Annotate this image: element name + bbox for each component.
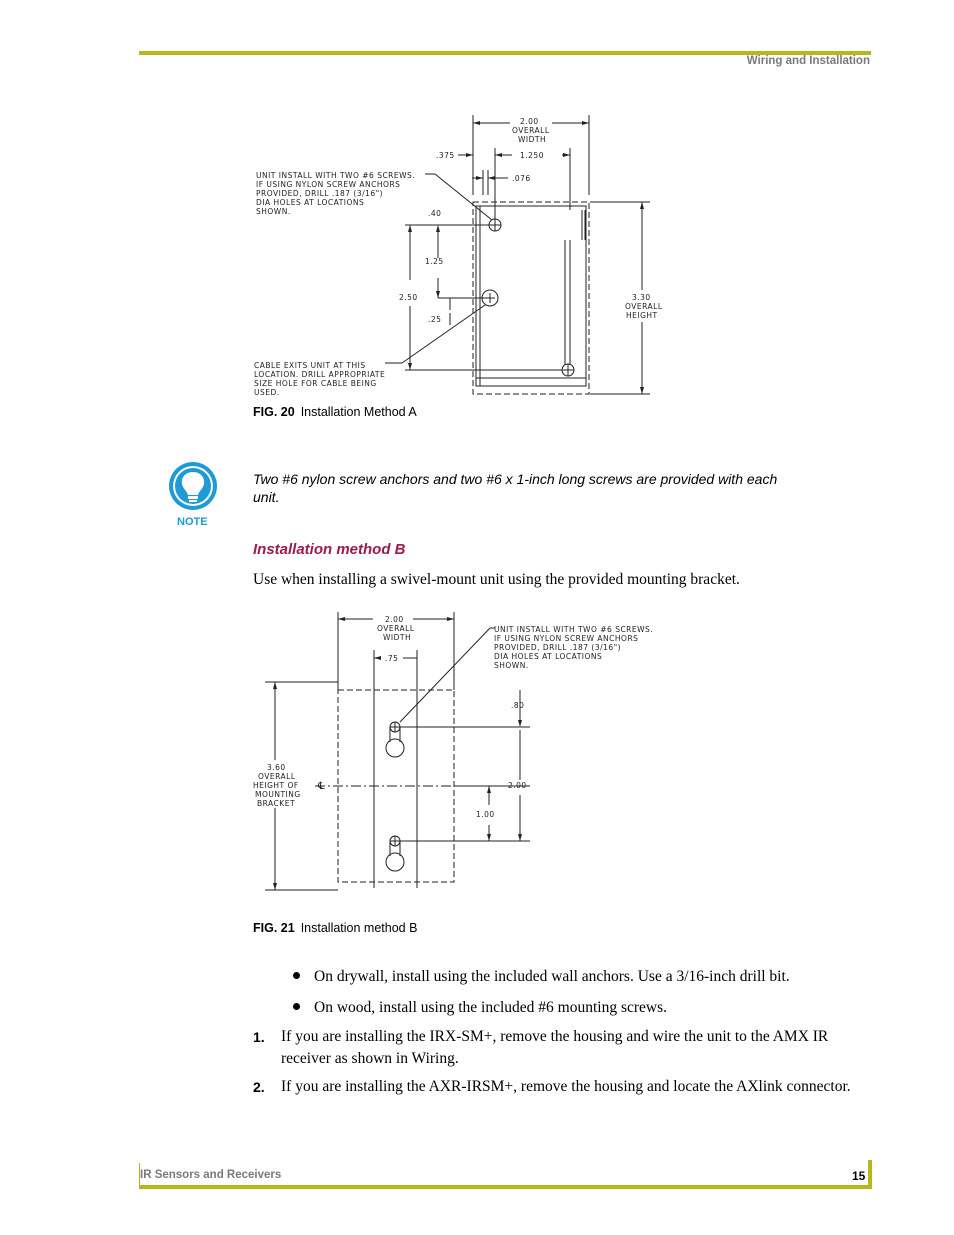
fig20-height-label: HEIGHT bbox=[626, 311, 658, 320]
fig20-cable-note: LOCATION. DRILL APPROPRIATE bbox=[254, 370, 386, 379]
fig20-dim-125: 1.25 bbox=[425, 257, 444, 266]
fig20-cable-note: CABLE EXITS UNIT AT THIS bbox=[254, 361, 366, 370]
note-label: NOTE bbox=[177, 516, 208, 528]
step-text: If you are installing the AXR-IRSM+, remove the housing and locate the AXlink connector. bbox=[281, 1078, 851, 1095]
fig20-cable-note: SIZE HOLE FOR CABLE BEING bbox=[254, 379, 377, 388]
figure-20-caption-text: Installation Method A bbox=[300, 405, 417, 419]
figure-21-caption-text: Installation method B bbox=[300, 921, 418, 935]
fig20-height-label: OVERALL bbox=[625, 302, 663, 311]
fig21-dim-200: 2.00 bbox=[508, 781, 527, 790]
fig21-dim-75: .75 bbox=[385, 654, 399, 663]
fig21-height-label: OVERALL bbox=[258, 772, 296, 781]
figure-20-caption bbox=[253, 405, 417, 419]
fig21-centerline: ℄ bbox=[318, 781, 325, 792]
fig21-install-note: DIA HOLES AT LOCATIONS bbox=[494, 652, 603, 661]
fig20-width-label: WIDTH bbox=[518, 135, 547, 144]
figure-20-diagram bbox=[240, 110, 670, 405]
list-item bbox=[293, 968, 790, 986]
figure-21-caption-label: FIG. 21 bbox=[253, 921, 295, 935]
fig20-dim-25: .25 bbox=[428, 315, 442, 324]
lightbulb-icon bbox=[168, 461, 218, 511]
fig20-width-label: 2.00 bbox=[520, 117, 539, 126]
bullet-text: On drywall, install using the included wall anchors. Use a 3/16-inch drill bit. bbox=[314, 968, 790, 985]
fig21-height-label: HEIGHT OF bbox=[253, 781, 299, 790]
fig20-height-label: 3.30 bbox=[632, 293, 651, 302]
step-text: If you are installing the IRX-SM+, remove the housing and wire the unit to the AMX IR receiver as shown in Wiring. bbox=[281, 1028, 829, 1067]
section-heading: Installation method B bbox=[253, 541, 406, 558]
figure-21-diagram bbox=[245, 610, 675, 895]
fig21-dim-80: .80 bbox=[511, 701, 525, 710]
fig21-height-label: BRACKET bbox=[257, 799, 296, 808]
fig20-dim-40: .40 bbox=[428, 209, 442, 218]
fig21-install-note: IF USING NYLON SCREW ANCHORS bbox=[494, 634, 639, 643]
header-section-title: Wiring and Installation bbox=[746, 55, 870, 67]
fig21-height-label: 3.60 bbox=[267, 763, 286, 772]
fig21-install-note: PROVIDED, DRILL .187 (3/16") bbox=[494, 643, 622, 652]
figure-21-caption bbox=[253, 921, 417, 935]
footer-rule bbox=[139, 1185, 871, 1189]
fig20-install-note: DIA HOLES AT LOCATIONS bbox=[256, 198, 365, 207]
fig20-dim-250: 2.50 bbox=[399, 293, 418, 302]
fig21-dim-100: 1.00 bbox=[476, 810, 495, 819]
step-number: 1. bbox=[253, 1029, 265, 1045]
page-number: 15 bbox=[852, 1169, 866, 1183]
fig21-install-note: SHOWN. bbox=[494, 661, 529, 670]
fig21-install-note: UNIT INSTALL WITH TWO #6 SCREWS. bbox=[494, 625, 654, 634]
fig21-width-label: 2.00 bbox=[385, 615, 404, 624]
list-item bbox=[293, 999, 667, 1017]
bullet-icon bbox=[293, 972, 300, 979]
fig20-install-note: IF USING NYLON SCREW ANCHORS bbox=[256, 180, 401, 189]
bullet-text: On wood, install using the included #6 mounting screws. bbox=[314, 999, 668, 1016]
fig21-width-label: OVERALL bbox=[377, 624, 415, 633]
fig21-height-label: MOUNTING bbox=[255, 790, 301, 799]
fig20-install-note: UNIT INSTALL WITH TWO #6 SCREWS. bbox=[256, 171, 416, 180]
fig20-width-label: OVERALL bbox=[512, 126, 550, 135]
note-text: Two #6 nylon screw anchors and two #6 x 1-inch long screws are provided with each unit. bbox=[253, 471, 778, 505]
step-number: 2. bbox=[253, 1079, 265, 1095]
fig20-install-note: SHOWN. bbox=[256, 207, 291, 216]
fig20-dim-375: .375 bbox=[436, 151, 455, 160]
fig20-install-note: PROVIDED, DRILL .187 (3/16") bbox=[256, 189, 384, 198]
fig21-width-label: WIDTH bbox=[383, 633, 412, 642]
fig20-dim-076: .076 bbox=[512, 174, 531, 183]
section-intro: Use when installing a swivel-mount unit using the provided mounting bracket. bbox=[253, 571, 740, 588]
figure-20-caption-label: FIG. 20 bbox=[253, 405, 295, 419]
footer-title: IR Sensors and Receivers bbox=[140, 1169, 282, 1181]
bullet-icon bbox=[293, 1003, 300, 1010]
fig20-dim-1250: 1.250 bbox=[520, 151, 544, 160]
fig20-cable-note: USED. bbox=[254, 388, 280, 397]
